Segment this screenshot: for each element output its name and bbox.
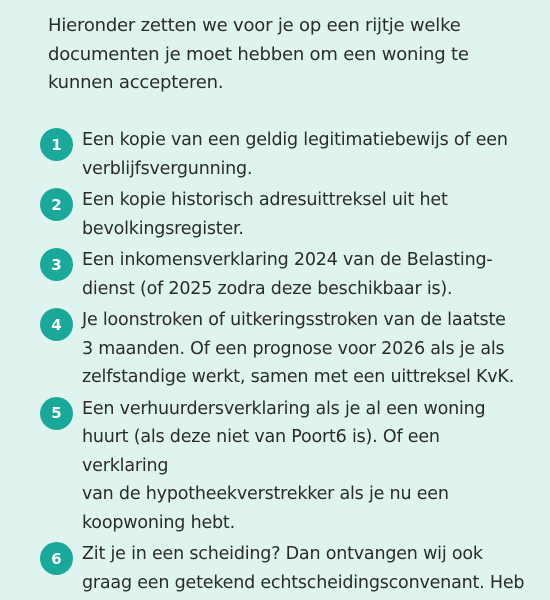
documents-list <box>40 126 530 600</box>
list-item-line: Een verhuurdersverklaring als je al een woning <box>82 398 486 419</box>
list-item-line: bevolkingsregister. <box>82 218 244 239</box>
list-item <box>40 126 530 183</box>
list-item <box>40 540 530 597</box>
list-item-line: verblijfsvergunning. <box>82 158 253 179</box>
list-item-line: huurt (als deze niet van Poort6 is). Of een verklaring <box>82 427 440 476</box>
number-badge: 1 <box>40 128 73 161</box>
list-item <box>40 246 530 303</box>
list-item-text <box>82 246 493 303</box>
list-item-line: Je loonstroken of uitkeringsstroken van de laatste <box>82 310 506 330</box>
list-item <box>40 395 530 538</box>
list-item-line: graag een getekend echtscheidingsconvenant. Heb <box>82 572 525 593</box>
list-item-text <box>82 395 530 538</box>
number-badge: 3 <box>40 248 73 281</box>
list-item-text <box>82 306 514 392</box>
list-item-line: koopwoning hebt. <box>82 512 235 533</box>
number-badge: 2 <box>40 188 73 221</box>
number-badge: 5 <box>40 397 73 430</box>
list-item-text <box>82 540 524 597</box>
list-item-line: van de hypotheekverstrekker als je nu een <box>82 484 449 504</box>
intro-text: Hieronder zetten we voor je op een rijtje welke documenten je moet hebben om een woning te kunnen accepteren. <box>48 15 469 93</box>
list-item <box>40 186 530 243</box>
number-badge: 6 <box>40 542 73 575</box>
list-item-line: Zit je in een scheiding? Dan ontvangen wij ook <box>82 544 483 564</box>
number-badge: 4 <box>40 308 73 341</box>
list-item-line: 3 maanden. Of een prognose voor 2026 als je als <box>82 338 505 359</box>
list-item-text <box>82 126 508 183</box>
list-item-text <box>82 186 448 243</box>
list-item-line: dienst (of 2025 zodra deze beschikbaar is). <box>82 278 453 299</box>
list-item-line: Een kopie van een geldig legitimatiebewijs of een <box>82 130 508 150</box>
list-item-line: zelfstandige werkt, samen met een uittreksel KvK. <box>82 367 515 387</box>
list-item-line: Een kopie historisch adresuittreksel uit het <box>82 190 448 210</box>
list-item <box>40 306 530 392</box>
list-item-line: Een inkomensverklaring 2024 van de Belasting- <box>82 250 493 270</box>
